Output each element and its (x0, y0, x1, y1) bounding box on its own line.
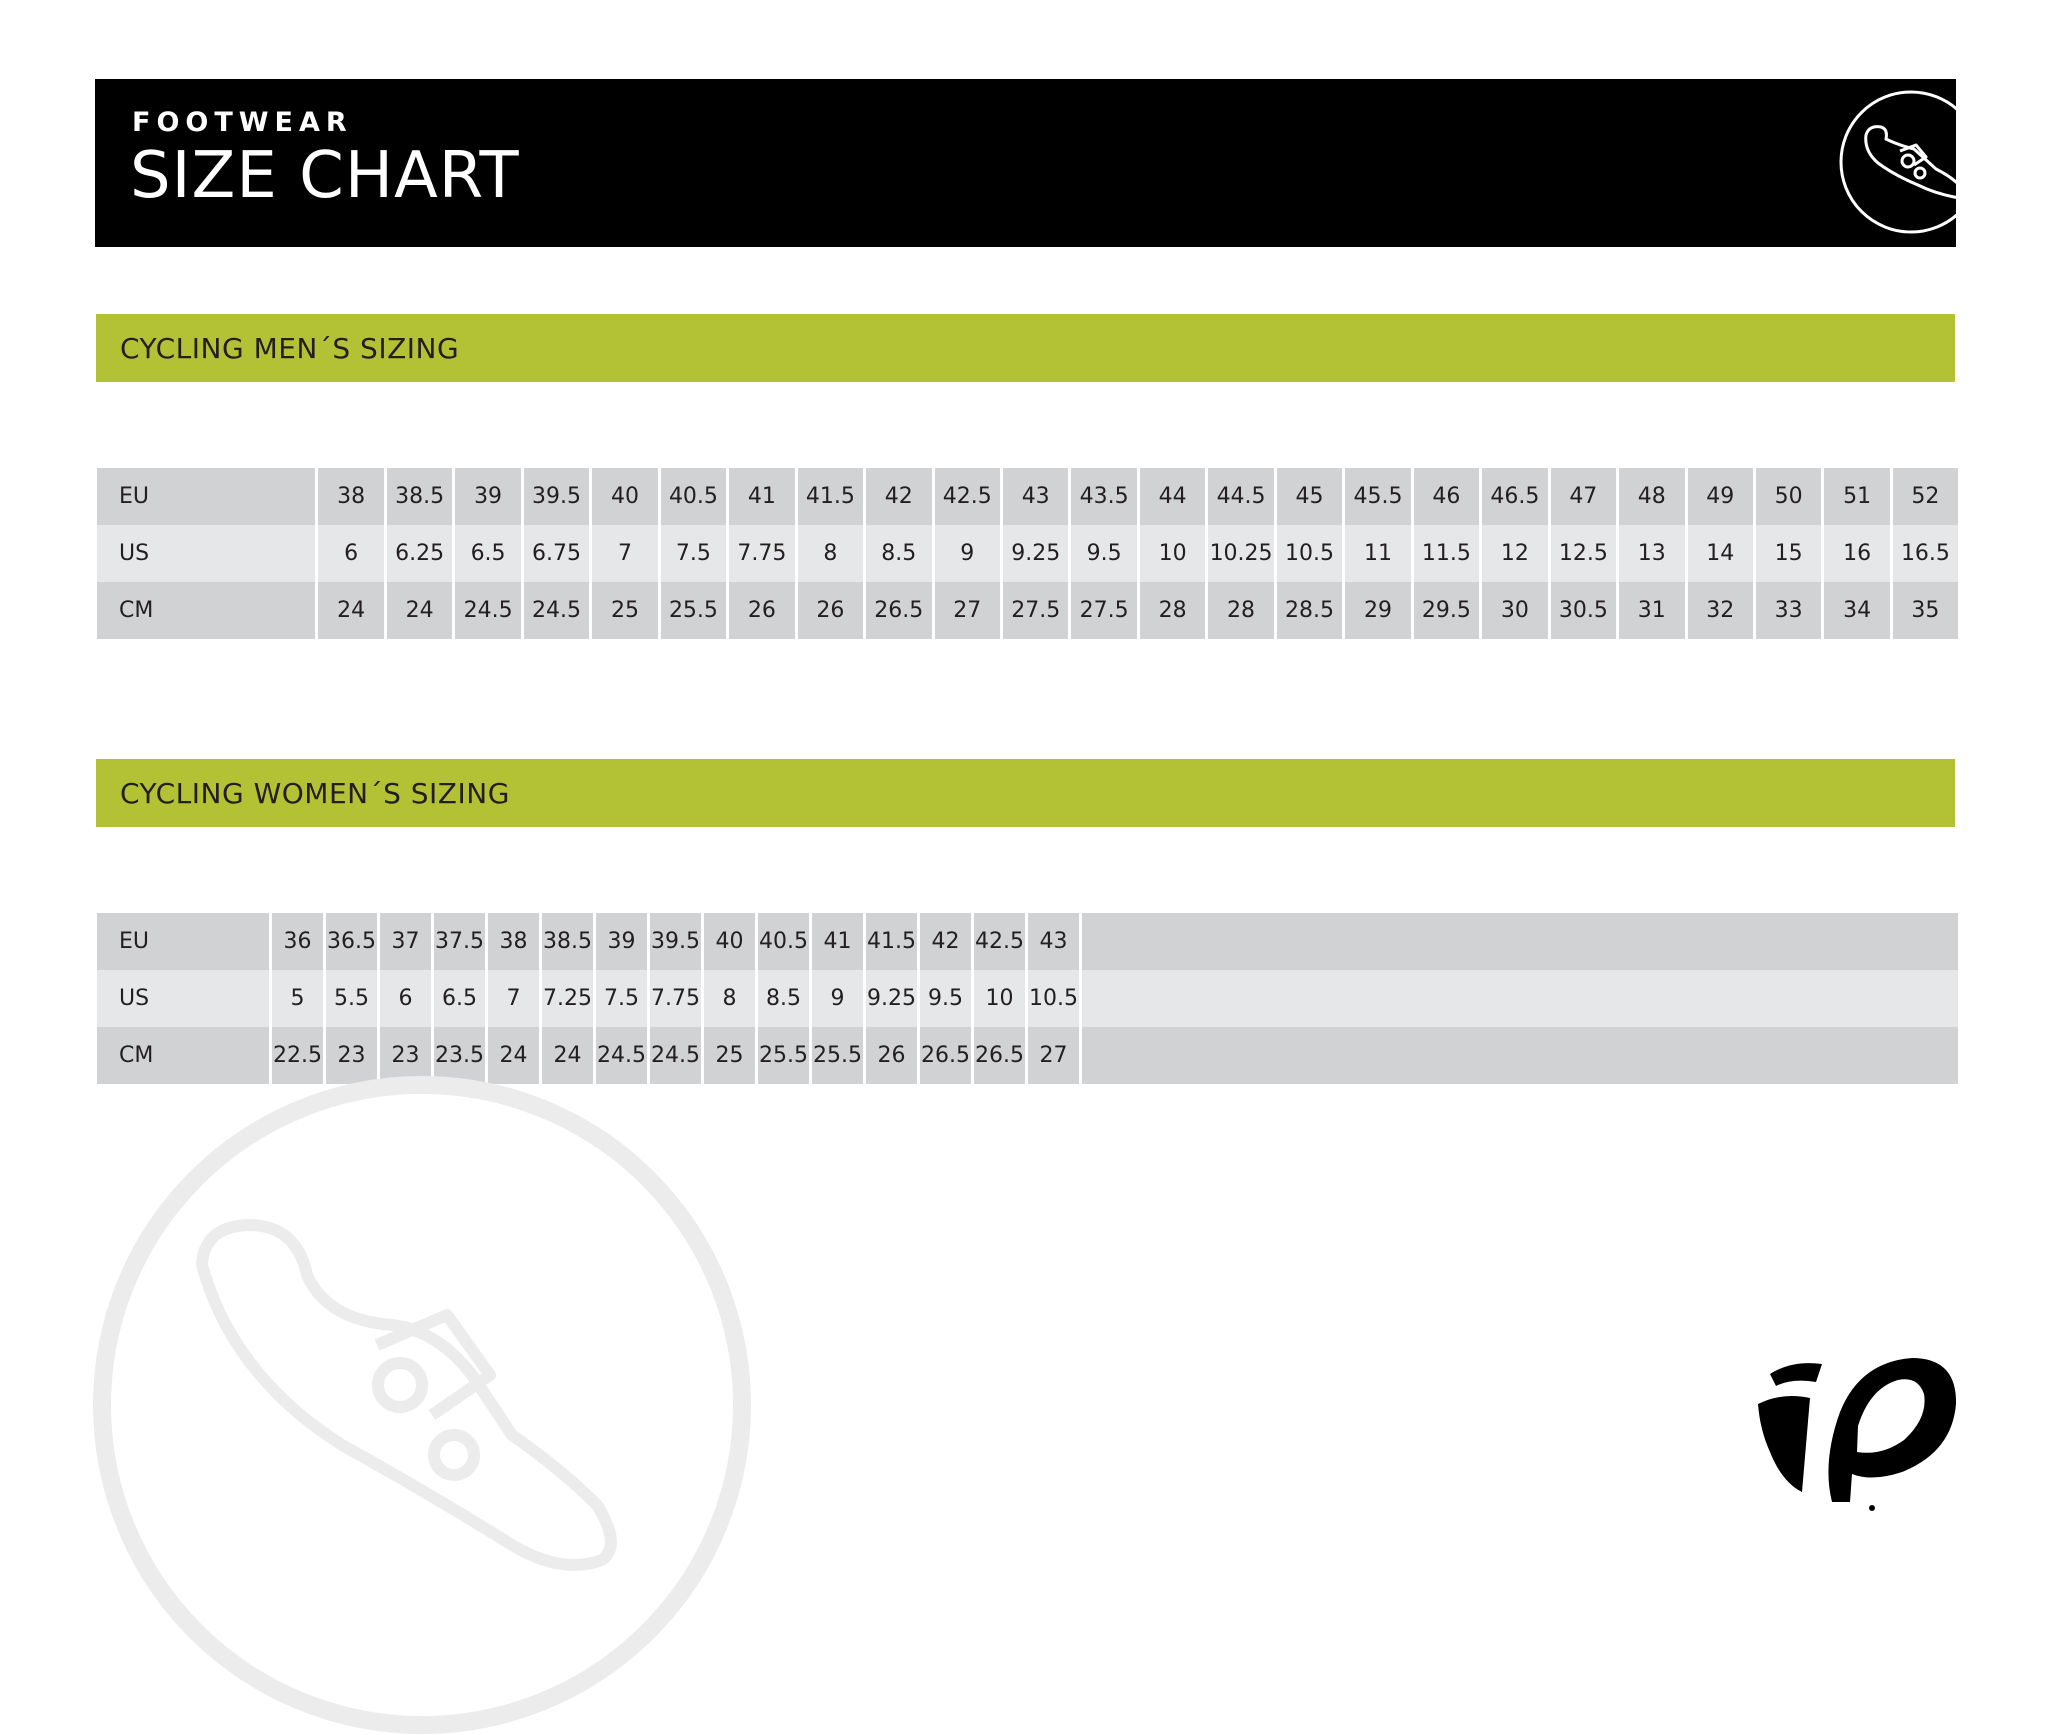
size-cell: 28.5 (1275, 582, 1343, 639)
row-label: EU (97, 468, 317, 525)
size-cell: 24.5 (649, 1027, 703, 1084)
size-cell: 39.5 (649, 913, 703, 970)
size-cell: 36.5 (325, 913, 379, 970)
size-cell: 26 (796, 582, 864, 639)
cycling-shoe-watermark-icon (92, 1075, 752, 1735)
size-cell: 9.25 (1001, 525, 1069, 582)
size-cell: 45 (1275, 468, 1343, 525)
size-cell: 52 (1891, 468, 1958, 525)
size-cell: 7.75 (728, 525, 796, 582)
size-cell: 40 (591, 468, 659, 525)
size-cell: 40.5 (757, 913, 811, 970)
size-cell: 39 (595, 913, 649, 970)
size-cell: 37 (379, 913, 433, 970)
size-cell: 7.75 (649, 970, 703, 1027)
empty-cell (1081, 913, 1959, 970)
size-cell: 26.5 (973, 1027, 1027, 1084)
size-cell: 50 (1754, 468, 1822, 525)
size-cell: 42 (865, 468, 933, 525)
size-cell: 37.5 (433, 913, 487, 970)
size-cell: 47 (1549, 468, 1617, 525)
size-cell: 24.5 (522, 582, 590, 639)
size-cell: 12.5 (1549, 525, 1617, 582)
pearl-izumi-logo-icon (1752, 1352, 1962, 1522)
size-cell: 12 (1481, 525, 1549, 582)
women-sizing-header: CYCLING WOMEN´S SIZING (96, 759, 1955, 827)
size-cell: 23.5 (433, 1027, 487, 1084)
size-cell: 5.5 (325, 970, 379, 1027)
size-cell: 26 (728, 582, 796, 639)
row-label: CM (97, 1027, 271, 1084)
table-row (97, 582, 1958, 639)
page-title: SIZE CHART (130, 139, 520, 213)
size-cell: 51 (1823, 468, 1891, 525)
size-cell: 6.25 (385, 525, 453, 582)
size-cell: 29.5 (1412, 582, 1480, 639)
size-cell: 24 (541, 1027, 595, 1084)
size-cell: 24 (487, 1027, 541, 1084)
row-label: US (97, 970, 271, 1027)
women-size-table (97, 913, 1958, 1084)
size-cell: 11 (1344, 525, 1412, 582)
size-cell: 10 (973, 970, 1027, 1027)
size-cell: 24 (385, 582, 453, 639)
size-cell: 10.5 (1275, 525, 1343, 582)
size-cell: 16.5 (1891, 525, 1958, 582)
men-sizing-header: CYCLING MEN´S SIZING (96, 314, 1955, 382)
size-cell: 11.5 (1412, 525, 1480, 582)
table-row (97, 970, 1958, 1027)
size-cell: 41 (728, 468, 796, 525)
header-subtitle: FOOTWEAR (132, 107, 353, 138)
size-cell: 30 (1481, 582, 1549, 639)
size-cell: 26.5 (919, 1027, 973, 1084)
size-cell: 7.5 (659, 525, 727, 582)
size-cell: 6.75 (522, 525, 590, 582)
size-cell: 43 (1027, 913, 1081, 970)
size-cell: 6 (379, 970, 433, 1027)
size-cell: 10 (1138, 525, 1206, 582)
size-cell: 39 (454, 468, 522, 525)
size-cell: 36 (271, 913, 325, 970)
size-cell: 32 (1686, 582, 1754, 639)
size-cell: 6 (317, 525, 385, 582)
size-cell: 28 (1138, 582, 1206, 639)
size-cell: 7.5 (595, 970, 649, 1027)
row-label: US (97, 525, 317, 582)
table-row (97, 913, 1958, 970)
empty-cell (1081, 1027, 1959, 1084)
size-cell: 40 (703, 913, 757, 970)
size-cell: 25.5 (659, 582, 727, 639)
size-cell: 39.5 (522, 468, 590, 525)
size-cell: 33 (1754, 582, 1822, 639)
size-cell: 9 (811, 970, 865, 1027)
size-cell: 6.5 (433, 970, 487, 1027)
size-cell: 26.5 (865, 582, 933, 639)
size-cell: 42.5 (933, 468, 1001, 525)
size-cell: 24.5 (595, 1027, 649, 1084)
size-cell: 24 (317, 582, 385, 639)
size-cell: 5 (271, 970, 325, 1027)
size-cell: 48 (1618, 468, 1686, 525)
size-cell: 30.5 (1549, 582, 1617, 639)
size-cell: 38 (487, 913, 541, 970)
size-cell: 27.5 (1070, 582, 1138, 639)
size-cell: 25 (591, 582, 659, 639)
row-label: CM (97, 582, 317, 639)
size-cell: 46 (1412, 468, 1480, 525)
size-cell: 40.5 (659, 468, 727, 525)
size-cell: 9.25 (865, 970, 919, 1027)
size-cell: 16 (1823, 525, 1891, 582)
size-cell: 25.5 (757, 1027, 811, 1084)
size-cell: 44 (1138, 468, 1206, 525)
size-cell: 7 (591, 525, 659, 582)
size-cell: 8.5 (757, 970, 811, 1027)
size-cell: 43 (1001, 468, 1069, 525)
size-cell: 15 (1754, 525, 1822, 582)
size-cell: 43.5 (1070, 468, 1138, 525)
size-cell: 41.5 (865, 913, 919, 970)
size-cell: 45.5 (1344, 468, 1412, 525)
row-label: EU (97, 913, 271, 970)
size-cell: 42.5 (973, 913, 1027, 970)
size-cell: 8 (796, 525, 864, 582)
size-cell: 9.5 (1070, 525, 1138, 582)
size-cell: 8.5 (865, 525, 933, 582)
size-cell: 38 (317, 468, 385, 525)
table-row (97, 468, 1958, 525)
size-cell: 27 (1027, 1027, 1081, 1084)
size-cell: 41 (811, 913, 865, 970)
size-cell: 23 (379, 1027, 433, 1084)
size-cell: 23 (325, 1027, 379, 1084)
size-cell: 38.5 (385, 468, 453, 525)
size-cell: 34 (1823, 582, 1891, 639)
size-cell: 6.5 (454, 525, 522, 582)
size-cell: 31 (1618, 582, 1686, 639)
size-cell: 46.5 (1481, 468, 1549, 525)
size-cell: 27 (933, 582, 1001, 639)
size-cell: 25.5 (811, 1027, 865, 1084)
size-cell: 24.5 (454, 582, 522, 639)
size-cell: 10.5 (1027, 970, 1081, 1027)
page-header (95, 79, 1956, 247)
size-cell: 13 (1618, 525, 1686, 582)
size-cell: 25 (703, 1027, 757, 1084)
table-row (97, 525, 1958, 582)
cycling-shoe-icon (1836, 87, 1956, 237)
size-cell: 28 (1207, 582, 1275, 639)
size-cell: 26 (865, 1027, 919, 1084)
size-cell: 7 (487, 970, 541, 1027)
size-cell: 7.25 (541, 970, 595, 1027)
size-cell: 35 (1891, 582, 1958, 639)
size-cell: 38.5 (541, 913, 595, 970)
size-cell: 29 (1344, 582, 1412, 639)
men-size-table (97, 468, 1958, 639)
size-cell: 9.5 (919, 970, 973, 1027)
size-cell: 44.5 (1207, 468, 1275, 525)
size-cell: 27.5 (1001, 582, 1069, 639)
size-cell: 14 (1686, 525, 1754, 582)
size-cell: 22.5 (271, 1027, 325, 1084)
empty-cell (1081, 970, 1959, 1027)
size-cell: 41.5 (796, 468, 864, 525)
size-cell: 10.25 (1207, 525, 1275, 582)
size-cell: 9 (933, 525, 1001, 582)
size-cell: 8 (703, 970, 757, 1027)
size-cell: 49 (1686, 468, 1754, 525)
size-cell: 42 (919, 913, 973, 970)
